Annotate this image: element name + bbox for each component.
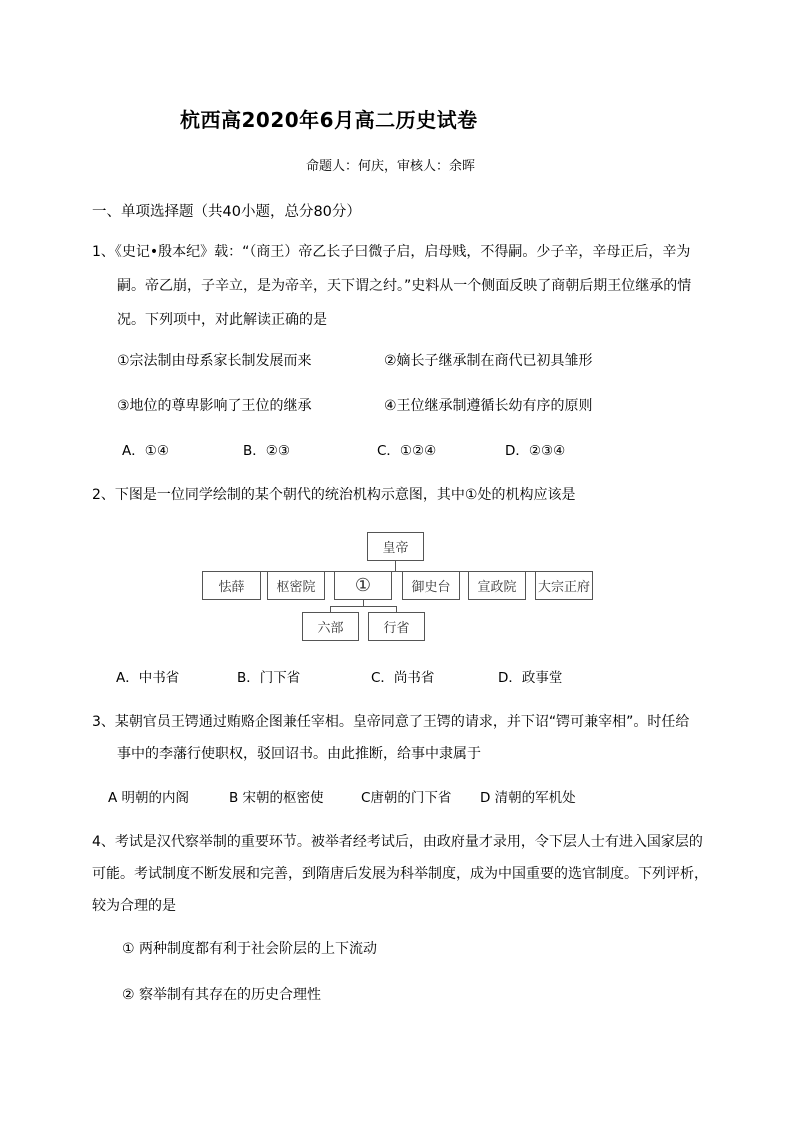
box-blank-1: ①	[334, 571, 392, 600]
q1-statement: ②嫡长子继承制在商代已初具雏形	[384, 353, 593, 369]
section-heading: 一、单项选择题（共40小题，总分80分）	[92, 204, 361, 220]
box-yushitai: 御史台	[402, 571, 460, 600]
q3-stem-line: 事中的李藩行使职权，驳回诏书。由此推断，给事中隶属于	[117, 746, 481, 762]
q3-option-d: D 清朝的军机处	[480, 790, 576, 806]
box-liubu: 六部	[302, 612, 359, 641]
box-xuanzhengyuan: 宣政院	[468, 571, 526, 600]
q2-stem: 2、下图是一位同学绘制的某个朝代的统治机构示意图，其中①处的机构应该是	[92, 487, 576, 503]
box-qiexue: 怯薛	[202, 571, 261, 600]
q4-statement: ② 察举制有其存在的历史合理性	[122, 987, 322, 1003]
q1-option-d: D．②③④	[505, 443, 566, 459]
q4-statement: ① 两种制度都有利于社会阶层的上下流动	[122, 941, 377, 957]
q4-stem-line: 较为合理的是	[92, 898, 176, 914]
q1-statement: ③地位的尊卑影响了王位的继承	[117, 398, 312, 414]
exam-authors: 命题人：何庆，审核人：余晖	[306, 159, 476, 174]
box-shumiyuan: 枢密院	[267, 571, 325, 600]
box-xingsheng: 行省	[368, 612, 425, 641]
q3-option-a: A 明朝的内阁	[108, 790, 190, 806]
q1-stem-line: 况。下列项中，对此解读正确的是	[117, 312, 327, 328]
exam-title: 杭西高2020年6月高二历史试卷	[180, 108, 478, 132]
q2-option-a: A．中书省	[116, 670, 180, 686]
q1-option-c: C．①②④	[377, 443, 437, 459]
q2-option-c: C．尚书省	[371, 670, 435, 686]
q4-stem-line: 4、考试是汉代察举制的重要环节。被举者经考试后，由政府量才录用，令下层人士有进入国家层的	[92, 834, 703, 850]
connector-line	[330, 606, 396, 607]
q1-statement: ④王位继承制遵循长幼有序的原则	[384, 398, 593, 414]
q4-stem-line: 可能。考试制度不断发展和完善，到隋唐后发展为科举制度，成为中国重要的选官制度。下列评析，	[92, 866, 708, 882]
q2-option-d: D．政事堂	[498, 670, 563, 686]
q3-option-b: B 宋朝的枢密使	[229, 790, 324, 806]
q1-option-b: B．②③	[243, 443, 290, 459]
box-emperor: 皇帝	[367, 532, 424, 561]
q3-option-c: C唐朝的门下省	[361, 790, 452, 806]
q1-stem-line: 1、《史记•殷本纪》载：“（商王）帝乙长子曰微子启，启母贱，不得嗣。少子辛，辛母正后，辛为	[92, 244, 691, 260]
q1-stem-line: 嗣。帝乙崩，子辛立，是为帝辛，天下谓之纣。”史料从一个侧面反映了商朝后期王位继承的情	[117, 278, 692, 294]
box-dazongzhengfu: 大宗正府	[535, 571, 593, 600]
q1-statement: ①宗法制由母系家长制发展而来	[117, 353, 312, 369]
q1-option-a: A．①④	[122, 443, 169, 459]
q3-stem-line: 3、某朝官员王锷通过贿赂企图兼任宰相。皇帝同意了王锷的请求，并下诏“锷可兼宰相”。时任给	[92, 714, 690, 730]
q2-option-b: B．门下省	[237, 670, 301, 686]
